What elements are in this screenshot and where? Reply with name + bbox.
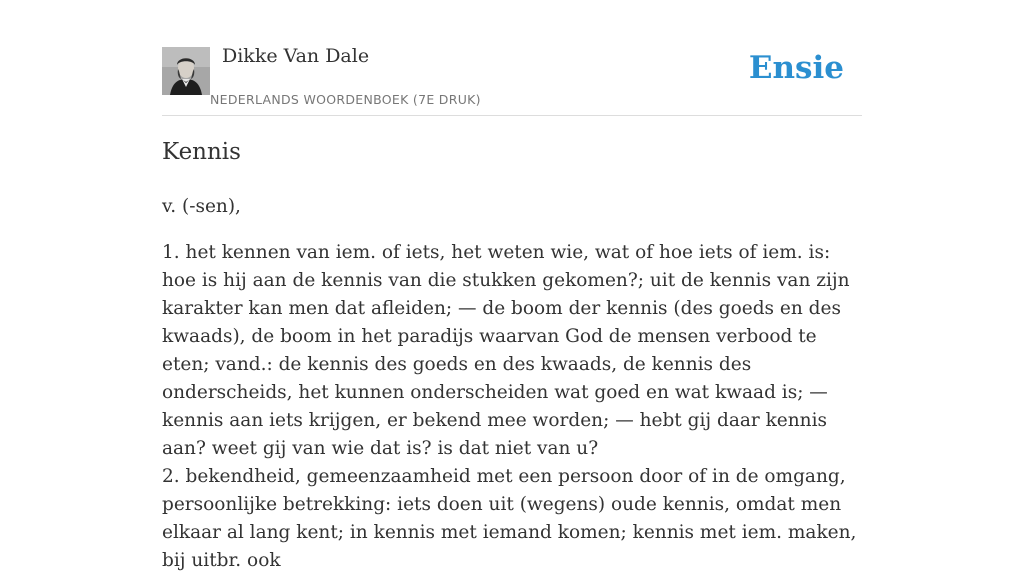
page (162, 0, 862, 571)
grammar-info: v. (-sen), (162, 196, 241, 217)
entry-header (162, 0, 862, 116)
ensie-logo[interactable]: Ensie (748, 50, 844, 86)
definition-2: 2. bekendheid, gemeenzaamheid met een persoon door of in de omgang, persoonlijke betrekking: iets doen uit (wegens) oude kennis, omdat men elkaar al lang kent; in kennis met iemand komen; kennis met iem. maken, bij uitbr. ook (162, 466, 857, 571)
definition-1: 1. het kennen van iem. of iets, het weten wie, wat of hoe iets of iem. is: hoe is hij aan de kennis van die stukken gekomen?; uit de kennis van zijn karakter kan men dat afleiden; — de boom der kennis (des goeds en des kwaads), de boom in het paradijs waarvan God de mensen verbood te eten; vand.: de kennis des goeds en des kwaads, de kennis des onderscheids, het kunnen onderscheiden wat goed en wat kwaad is; — kennis aan iets krijgen, er bekend mee worden; — hebt gij daar kennis aan? weet gij van wie dat is? is dat niet van u? (162, 242, 850, 459)
author-avatar[interactable] (162, 47, 210, 95)
portrait-photo-icon (162, 47, 210, 95)
source-label: NEDERLANDS WOORDENBOEK (7E DRUK) (210, 92, 481, 107)
headword: Kennis (162, 139, 241, 165)
definitions (162, 239, 862, 575)
author-name[interactable]: Dikke Van Dale (222, 45, 370, 67)
